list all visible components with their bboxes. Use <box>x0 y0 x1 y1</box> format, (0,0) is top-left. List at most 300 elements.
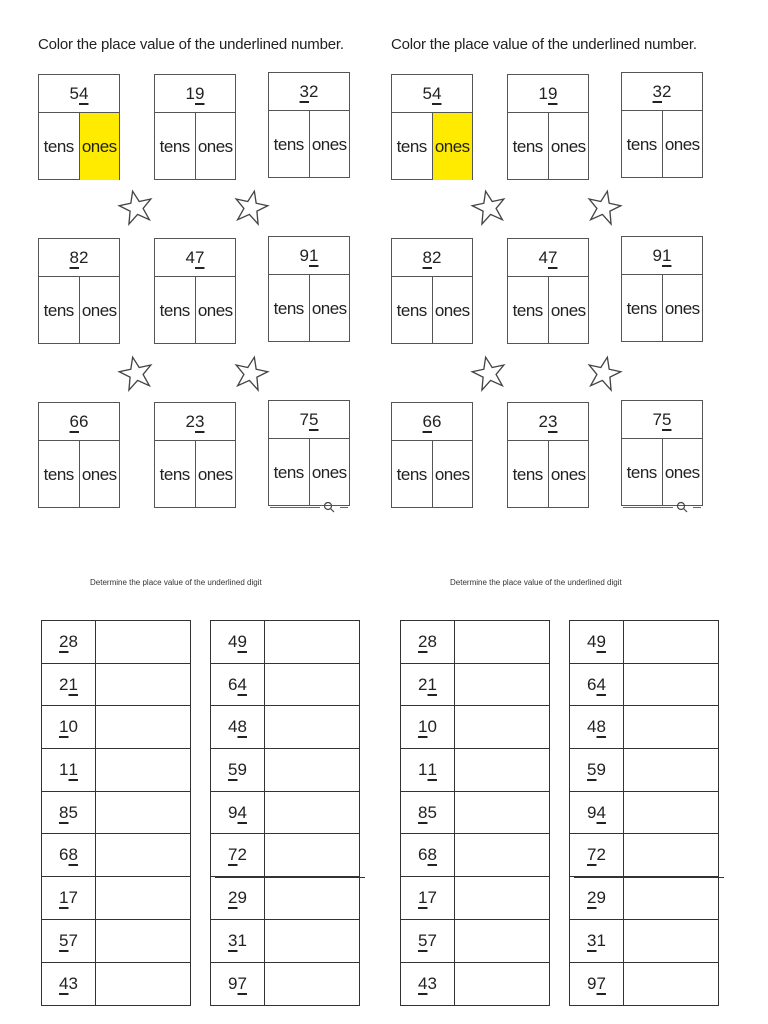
digit: 2 <box>309 81 319 101</box>
underlined-digit: 3 <box>587 930 597 950</box>
underlined-digit: 5 <box>662 409 672 429</box>
number-cell <box>211 749 265 791</box>
underlined-digit: 7 <box>237 973 247 993</box>
digit: 4 <box>228 717 238 737</box>
underlined-digit: 1 <box>68 674 78 694</box>
answer-cell[interactable] <box>455 920 549 962</box>
underlined-digit: 9 <box>237 631 247 651</box>
card-number <box>269 73 349 111</box>
card-number <box>269 401 349 439</box>
divider <box>623 507 673 508</box>
digit-table-a-right <box>210 620 360 1006</box>
table-row <box>570 877 718 920</box>
tens-cell[interactable]: tens <box>39 277 80 344</box>
digit: 2 <box>59 674 69 694</box>
place-value-card <box>507 402 589 508</box>
table-row <box>570 963 718 1006</box>
table-row <box>211 920 359 963</box>
tens-cell[interactable]: tens <box>622 111 663 178</box>
place-value-card <box>268 400 350 506</box>
answer-cell[interactable] <box>265 834 359 876</box>
star-outline-icon <box>470 354 508 392</box>
digit: 7 <box>427 930 437 950</box>
place-value-card <box>154 238 236 344</box>
number-cell <box>401 621 455 663</box>
tens-cell[interactable]: tens <box>39 441 80 508</box>
underlined-digit: 5 <box>587 759 597 779</box>
tens-cell[interactable]: tens <box>508 441 549 508</box>
digit: 9 <box>652 245 662 265</box>
underlined-digit: 7 <box>596 973 606 993</box>
card-number <box>508 75 588 113</box>
ones-cell[interactable]: ones <box>197 136 233 156</box>
digit: 7 <box>427 887 437 907</box>
digit: 0 <box>68 717 78 737</box>
digit: 4 <box>538 247 548 267</box>
number-cell <box>42 706 96 748</box>
table-row <box>570 920 718 963</box>
digit-a-title: Determine the place value of the underlined digit <box>90 578 262 587</box>
digit: 9 <box>228 802 238 822</box>
divider <box>693 507 701 508</box>
place-value-card <box>621 400 703 506</box>
answer-cell[interactable] <box>265 664 359 706</box>
answer-cell[interactable] <box>265 621 359 663</box>
table-row <box>401 834 549 877</box>
underlined-digit: 8 <box>68 845 78 865</box>
star-outline-icon <box>585 188 623 226</box>
star-outline-icon <box>470 188 508 226</box>
underlined-digit: 1 <box>418 717 428 737</box>
digit: 9 <box>587 802 597 822</box>
table-row <box>211 664 359 707</box>
tens-cell[interactable]: tens <box>155 277 196 344</box>
number-cell <box>570 621 624 663</box>
star-outline-icon <box>117 354 155 392</box>
divider <box>270 507 320 508</box>
digit: 1 <box>185 83 195 103</box>
card-number <box>392 403 472 441</box>
underlined-digit: 2 <box>228 887 238 907</box>
underlined-digit: 2 <box>418 631 428 651</box>
ones-cell[interactable]: ones <box>664 462 700 482</box>
underlined-digit: 4 <box>79 83 89 103</box>
underlined-digit: 8 <box>69 247 79 267</box>
place-value-card <box>154 402 236 508</box>
number-cell <box>42 963 96 1006</box>
underlined-digit: 4 <box>596 674 606 694</box>
divider <box>215 877 365 878</box>
ones-cell[interactable]: ones <box>197 464 233 484</box>
digit: 1 <box>538 83 548 103</box>
table-row <box>42 963 190 1006</box>
worksheet-a-title: Color the place value of the underlined number. <box>38 36 344 53</box>
digit: 1 <box>59 759 69 779</box>
answer-cell[interactable] <box>265 792 359 834</box>
card-number <box>392 75 472 113</box>
answer-cell[interactable] <box>455 834 549 876</box>
number-cell <box>211 621 265 663</box>
ones-cell[interactable]: ones <box>433 113 473 180</box>
table-row <box>570 621 718 664</box>
underlined-digit: 8 <box>418 802 428 822</box>
underlined-digit: 3 <box>652 81 662 101</box>
digit: 5 <box>68 802 78 822</box>
table-row <box>211 792 359 835</box>
place-value-card <box>268 236 350 342</box>
answer-cell[interactable] <box>96 664 190 706</box>
number-cell <box>42 664 96 706</box>
table-row <box>401 664 549 707</box>
digit-table-b-left <box>400 620 550 1006</box>
answer-cell[interactable] <box>265 749 359 791</box>
digit: 1 <box>237 930 247 950</box>
digit: 9 <box>596 759 606 779</box>
digit: 6 <box>228 674 238 694</box>
digit: 9 <box>587 973 597 993</box>
tens-cell[interactable]: tens <box>155 441 196 508</box>
tens-cell[interactable]: tens <box>269 275 310 342</box>
number-cell <box>401 664 455 706</box>
digit: 9 <box>299 245 309 265</box>
zoom-icon[interactable] <box>675 500 689 514</box>
place-value-card <box>507 238 589 344</box>
ones-cell[interactable]: ones <box>664 298 700 318</box>
underlined-digit: 4 <box>59 973 69 993</box>
underlined-digit: 5 <box>418 930 428 950</box>
underlined-digit: 4 <box>432 83 442 103</box>
place-value-card <box>391 402 473 508</box>
number-cell <box>42 792 96 834</box>
number-cell <box>211 834 265 876</box>
answer-cell[interactable] <box>624 792 718 834</box>
number-cell <box>570 664 624 706</box>
underlined-digit: 1 <box>662 245 672 265</box>
place-value-card <box>621 72 703 178</box>
ones-cell[interactable]: ones <box>550 300 586 320</box>
underlined-digit: 4 <box>418 973 428 993</box>
tens-cell[interactable]: tens <box>392 441 433 508</box>
divider <box>340 507 348 508</box>
table-row <box>42 664 190 707</box>
number-cell <box>570 792 624 834</box>
underlined-digit: 4 <box>596 802 606 822</box>
answer-cell[interactable] <box>96 706 190 748</box>
tens-cell[interactable]: tens <box>508 277 549 344</box>
underlined-digit: 1 <box>427 759 437 779</box>
digit: 2 <box>79 247 89 267</box>
table-row <box>211 706 359 749</box>
card-number <box>39 403 119 441</box>
underlined-digit: 1 <box>59 887 69 907</box>
ones-cell[interactable]: ones <box>550 464 586 484</box>
underlined-digit: 3 <box>299 81 309 101</box>
underlined-digit: 7 <box>548 247 558 267</box>
place-value-card <box>38 74 120 180</box>
answer-cell[interactable] <box>265 963 359 1006</box>
digit: 3 <box>427 973 437 993</box>
star-outline-icon <box>232 354 270 392</box>
number-cell <box>570 749 624 791</box>
table-row <box>211 834 359 877</box>
number-cell <box>211 664 265 706</box>
digit: 7 <box>299 409 309 429</box>
digit: 4 <box>587 631 597 651</box>
underlined-digit: 6 <box>422 411 432 431</box>
answer-cell[interactable] <box>96 877 190 919</box>
underlined-digit: 8 <box>427 845 437 865</box>
digit: 7 <box>68 930 78 950</box>
digit: 8 <box>68 631 78 651</box>
digit: 5 <box>69 83 79 103</box>
answer-cell[interactable] <box>265 877 359 919</box>
table-row <box>42 877 190 920</box>
number-cell <box>42 621 96 663</box>
number-cell <box>401 877 455 919</box>
answer-cell[interactable] <box>624 834 718 876</box>
table-row <box>42 749 190 792</box>
ones-cell[interactable]: ones <box>80 113 120 180</box>
answer-cell[interactable] <box>96 621 190 663</box>
number-cell <box>42 877 96 919</box>
underlined-digit: 7 <box>195 247 205 267</box>
table-row <box>401 749 549 792</box>
card-number <box>508 239 588 277</box>
answer-cell[interactable] <box>96 963 190 1006</box>
star-outline-icon <box>117 188 155 226</box>
place-value-card <box>507 74 589 180</box>
tens-cell[interactable]: tens <box>622 275 663 342</box>
digit: 9 <box>237 887 247 907</box>
underlined-digit: 2 <box>587 887 597 907</box>
table-row <box>401 963 549 1006</box>
ones-cell[interactable]: ones <box>311 134 347 154</box>
underlined-digit: 8 <box>596 717 606 737</box>
digit: 9 <box>237 759 247 779</box>
card-number <box>508 403 588 441</box>
table-row <box>401 792 549 835</box>
digit: 6 <box>432 411 442 431</box>
number-cell <box>401 963 455 1006</box>
table-row <box>401 920 549 963</box>
star-outline-icon <box>585 354 623 392</box>
divider <box>574 877 724 878</box>
digit-b-title: Determine the place value of the underlined digit <box>450 578 622 587</box>
table-row <box>570 706 718 749</box>
answer-cell[interactable] <box>455 749 549 791</box>
digit: 9 <box>228 973 238 993</box>
digit: 2 <box>596 845 606 865</box>
tens-cell[interactable]: tens <box>392 113 433 180</box>
zoom-icon[interactable] <box>322 500 336 514</box>
answer-cell[interactable] <box>455 792 549 834</box>
underlined-digit: 1 <box>68 759 78 779</box>
digit: 7 <box>68 887 78 907</box>
digit: 2 <box>432 247 442 267</box>
card-number <box>155 75 235 113</box>
answer-cell[interactable] <box>96 792 190 834</box>
number-cell <box>401 792 455 834</box>
tens-cell[interactable]: tens <box>155 113 196 180</box>
underlined-digit: 1 <box>59 717 69 737</box>
underlined-digit: 9 <box>596 631 606 651</box>
ones-cell[interactable]: ones <box>664 134 700 154</box>
answer-cell[interactable] <box>455 877 549 919</box>
number-cell <box>570 877 624 919</box>
star-outline-icon <box>232 188 270 226</box>
answer-cell[interactable] <box>455 963 549 1006</box>
ones-cell[interactable]: ones <box>434 464 470 484</box>
ones-cell[interactable]: ones <box>197 300 233 320</box>
underlined-digit: 9 <box>195 83 205 103</box>
card-number <box>622 401 702 439</box>
answer-cell[interactable] <box>624 706 718 748</box>
ones-cell[interactable]: ones <box>311 462 347 482</box>
underlined-digit: 1 <box>427 674 437 694</box>
digit: 6 <box>79 411 89 431</box>
underlined-digit: 8 <box>237 717 247 737</box>
tens-cell[interactable]: tens <box>269 111 310 178</box>
number-cell <box>211 877 265 919</box>
number-cell <box>401 834 455 876</box>
answer-cell[interactable] <box>624 749 718 791</box>
digit: 0 <box>427 717 437 737</box>
underlined-digit: 1 <box>418 887 428 907</box>
underlined-digit: 3 <box>228 930 238 950</box>
answer-cell[interactable] <box>455 706 549 748</box>
underlined-digit: 5 <box>228 759 238 779</box>
digit: 1 <box>418 759 428 779</box>
answer-cell[interactable] <box>265 706 359 748</box>
ones-cell[interactable]: ones <box>434 300 470 320</box>
card-number <box>269 237 349 275</box>
card-number <box>392 239 472 277</box>
underlined-digit: 6 <box>69 411 79 431</box>
number-cell <box>401 749 455 791</box>
answer-cell[interactable] <box>624 877 718 919</box>
table-row <box>42 706 190 749</box>
digit: 6 <box>418 845 428 865</box>
tens-cell[interactable]: tens <box>269 439 310 506</box>
underlined-digit: 8 <box>422 247 432 267</box>
ones-cell[interactable]: ones <box>311 298 347 318</box>
answer-cell[interactable] <box>624 664 718 706</box>
digit: 5 <box>427 802 437 822</box>
answer-cell[interactable] <box>96 834 190 876</box>
number-cell <box>570 834 624 876</box>
worksheet-b-title: Color the place value of the underlined number. <box>391 36 697 53</box>
place-value-card <box>621 236 703 342</box>
digit: 6 <box>59 845 69 865</box>
table-row <box>401 706 549 749</box>
place-value-card <box>38 238 120 344</box>
number-cell <box>570 963 624 1006</box>
tens-cell[interactable]: tens <box>392 277 433 344</box>
digit: 3 <box>68 973 78 993</box>
underlined-digit: 4 <box>237 802 247 822</box>
number-cell <box>211 920 265 962</box>
table-row <box>42 792 190 835</box>
digit: 9 <box>596 887 606 907</box>
card-number <box>39 75 119 113</box>
number-cell <box>401 920 455 962</box>
answer-cell[interactable] <box>624 621 718 663</box>
answer-cell[interactable] <box>265 920 359 962</box>
table-row <box>211 877 359 920</box>
digit: 2 <box>662 81 672 101</box>
number-cell <box>42 920 96 962</box>
underlined-digit: 3 <box>548 411 558 431</box>
answer-cell[interactable] <box>455 664 549 706</box>
place-value-card <box>268 72 350 178</box>
digit: 5 <box>422 83 432 103</box>
table-row <box>570 749 718 792</box>
table-row <box>401 877 549 920</box>
table-row <box>211 963 359 1006</box>
answer-cell[interactable] <box>96 749 190 791</box>
number-cell <box>401 706 455 748</box>
number-cell <box>570 706 624 748</box>
ones-cell[interactable]: ones <box>550 136 586 156</box>
number-cell <box>211 963 265 1006</box>
digit: 2 <box>538 411 548 431</box>
place-value-card <box>391 238 473 344</box>
underlined-digit: 3 <box>195 411 205 431</box>
digit: 2 <box>418 674 428 694</box>
underlined-digit: 2 <box>59 631 69 651</box>
answer-cell[interactable] <box>624 963 718 1006</box>
place-value-card <box>391 74 473 180</box>
digit: 4 <box>587 717 597 737</box>
digit: 2 <box>185 411 195 431</box>
card-number <box>155 403 235 441</box>
answer-cell[interactable] <box>455 621 549 663</box>
card-number <box>622 237 702 275</box>
table-row <box>211 749 359 792</box>
table-row <box>570 664 718 707</box>
digit: 2 <box>237 845 247 865</box>
digit: 6 <box>587 674 597 694</box>
number-cell <box>211 792 265 834</box>
number-cell <box>211 706 265 748</box>
underlined-digit: 9 <box>548 83 558 103</box>
tens-cell[interactable]: tens <box>622 439 663 506</box>
ones-cell[interactable]: ones <box>81 300 117 320</box>
tens-cell[interactable]: tens <box>508 113 549 180</box>
ones-cell[interactable]: ones <box>81 464 117 484</box>
digit: 4 <box>228 631 238 651</box>
underlined-digit: 5 <box>59 930 69 950</box>
table-row <box>42 920 190 963</box>
underlined-digit: 1 <box>309 245 319 265</box>
answer-cell[interactable] <box>96 920 190 962</box>
table-row <box>570 834 718 877</box>
table-row <box>42 834 190 877</box>
digit: 1 <box>596 930 606 950</box>
number-cell <box>42 834 96 876</box>
answer-cell[interactable] <box>624 920 718 962</box>
card-number <box>155 239 235 277</box>
place-value-card <box>38 402 120 508</box>
digit: 4 <box>185 247 195 267</box>
digit-table-b-right <box>569 620 719 1006</box>
digit: 7 <box>652 409 662 429</box>
underlined-digit: 5 <box>309 409 319 429</box>
underlined-digit: 8 <box>59 802 69 822</box>
underlined-digit: 7 <box>228 845 238 865</box>
underlined-digit: 4 <box>237 674 247 694</box>
tens-cell[interactable]: tens <box>39 113 80 180</box>
